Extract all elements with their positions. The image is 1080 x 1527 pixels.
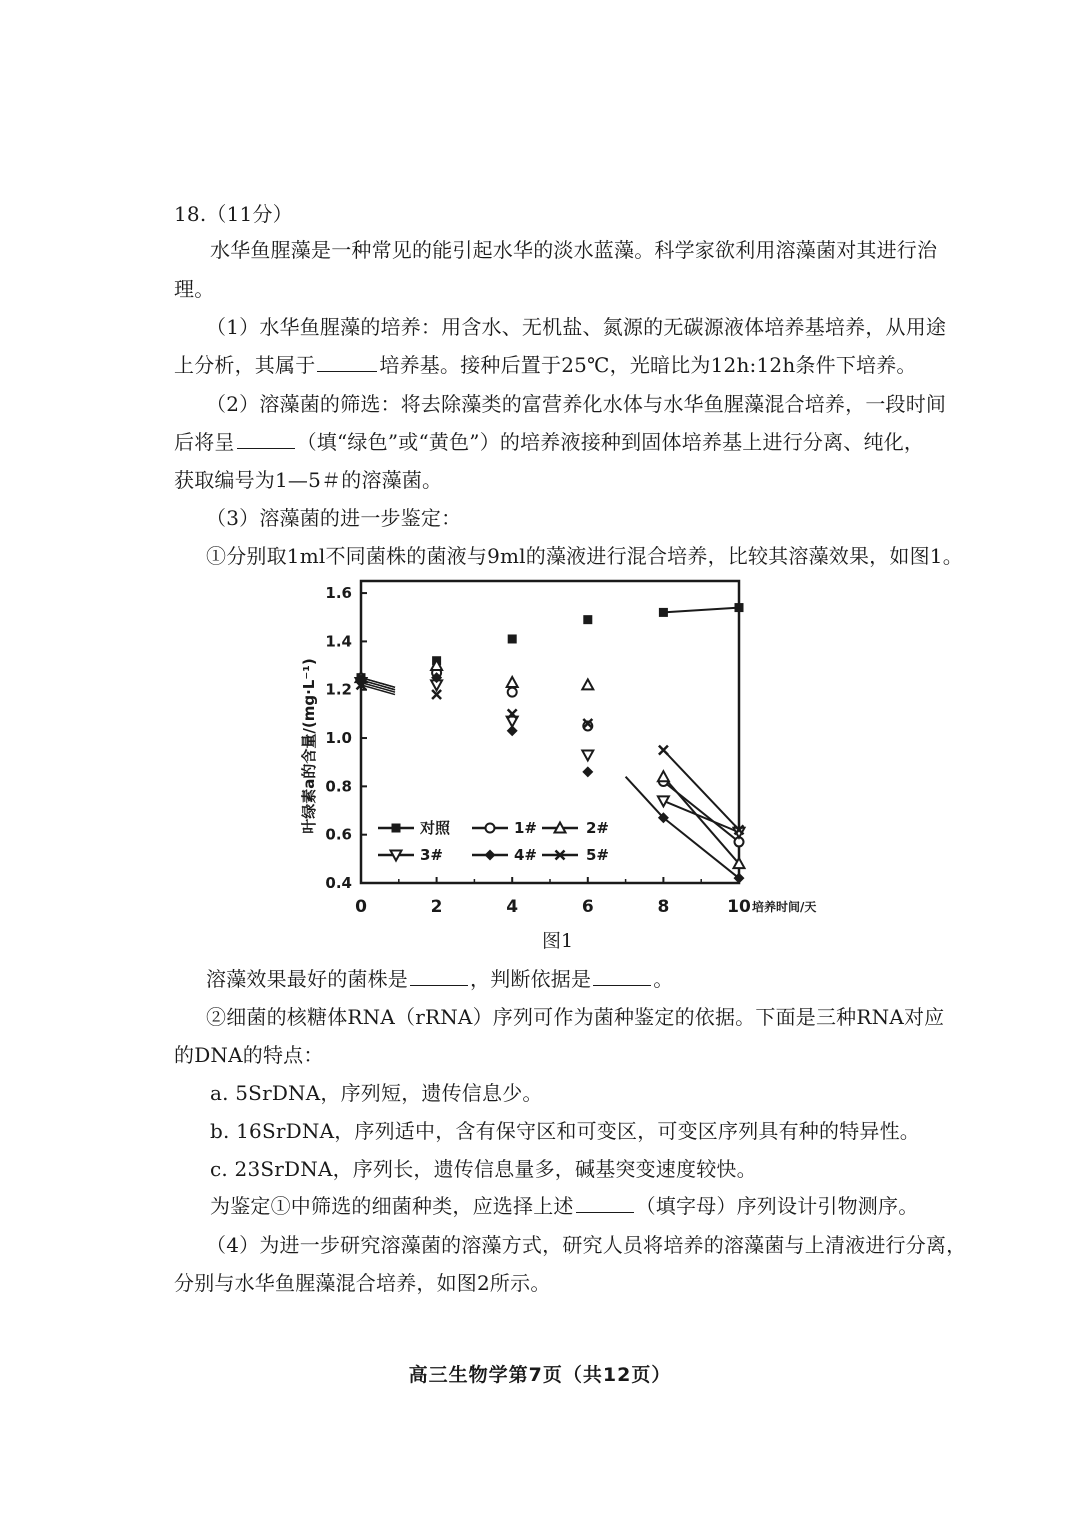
part1-text-after-blank: 培养基。接种后置于25℃，光暗比为12h:12h条件下培养。: [379, 353, 917, 377]
answer-blank-5[interactable]: [576, 1194, 634, 1213]
plot-frame: [361, 581, 739, 883]
series-control-point: [583, 615, 592, 624]
part2-text-before-blank: 后将呈: [174, 430, 235, 454]
series-4-point: [507, 725, 518, 736]
best-strain-text-2: ，判断依据是: [470, 967, 592, 991]
legend-item-1-label: 1#: [514, 819, 538, 837]
part3-item-2-line-2: 的DNA的特点：: [174, 1043, 324, 1067]
part4-line-1: （4）为进一步研究溶藻菌的溶藻方式，研究人员将培养的溶藻菌与上清液进行分离，: [206, 1233, 967, 1257]
option-b: b. 16SrDNA，序列适中，含有保守区和可变区，可变区序列具有种的特异性。: [210, 1119, 921, 1143]
y-tick-label: 0.8: [325, 777, 352, 796]
part1-line-1: （1）水华鱼腥藻的培养：用含水、无机盐、氮源的无碳源液体培养基培养，从用途: [206, 315, 947, 339]
series-control-point: [508, 634, 517, 643]
legend-item-2-marker: [555, 823, 566, 833]
series-2-point: [507, 677, 518, 687]
x-tick-label: 10: [727, 897, 751, 917]
series-3-point: [658, 796, 669, 806]
y-tick-label: 0.4: [325, 874, 352, 892]
chart-legend: [378, 819, 609, 864]
series-2-point: [658, 771, 669, 781]
series-4-point: [582, 766, 593, 777]
part3-item-3: [210, 1193, 918, 1219]
series-5-point: [659, 746, 668, 755]
legend-item-control-label: 对照: [420, 819, 451, 837]
option-a: a. 5SrDNA，序列短，遗传信息少。: [210, 1081, 543, 1105]
series-control-point: [659, 608, 668, 617]
best-strain-text-3: 。: [653, 967, 674, 991]
y-tick-label: 1.6: [325, 584, 352, 603]
part2-line-2: [174, 429, 924, 455]
legend-item-2-label: 2#: [586, 819, 610, 837]
series-3-point: [582, 750, 593, 760]
y-tick-label: 1.2: [325, 680, 352, 699]
best-strain-text-1: 溶藻效果最好的菌株是: [206, 967, 408, 991]
chart-series-lines: [361, 608, 739, 879]
x-tick-label: 6: [581, 897, 594, 917]
chart-ticks: [325, 584, 751, 917]
y-tick-label: 1.4: [325, 632, 352, 651]
legend-item-4-label: 4#: [514, 846, 538, 864]
part2-line-3: 获取编号为1—5＃的溶藻菌。: [174, 468, 443, 492]
series-1-point: [508, 688, 517, 697]
part2-line-1: （2）溶藻菌的筛选：将去除藻类的富营养化水体与水华鱼腥藻混合培养，一段时间: [206, 392, 947, 416]
legend-item-1-marker: [486, 824, 495, 833]
option-c: c. 23SrDNA，序列长，遗传信息量多，碱基突变速度较快。: [210, 1157, 757, 1181]
intro-line-2: 理。: [174, 277, 215, 301]
intro-line-1: 水华鱼腥藻是一种常见的能引起水华的淡水蓝藻。科学家欲利用溶藻菌对其进行治: [210, 238, 938, 262]
x-axis-label: 培养时间/天: [752, 900, 817, 914]
answer-blank-3[interactable]: [410, 967, 468, 986]
series-control-line-end: [663, 608, 739, 613]
question-number: 18.（11分）: [174, 202, 293, 226]
chart-series-markers: [356, 603, 745, 884]
part3-item-3-text-2: （填字母）序列设计引物测序。: [635, 1194, 919, 1218]
y-axis-label: 叶绿素a的含量/(mg·L⁻¹): [300, 658, 318, 834]
chart-axes: [361, 581, 739, 883]
x-tick-label: 2: [430, 897, 443, 917]
x-tick-label: 0: [355, 897, 367, 917]
part2-text-after-blank: （填“绿色”或“黄色”）的培养液接种到固体培养基上进行分离、纯化，: [296, 430, 925, 454]
part3-item-1: ①分别取1ml不同菌株的菌液与9ml的藻液进行混合培养，比较其溶藻效果，如图1。: [206, 544, 963, 568]
x-tick-label: 8: [657, 897, 670, 917]
part1-line-2: [174, 352, 917, 378]
figure-1-chart: [290, 578, 850, 923]
answer-blank-1[interactable]: [317, 353, 377, 372]
page-footer: 高三生物学第7页（共12页）: [408, 1364, 672, 1386]
x-tick-label: 4: [506, 897, 519, 917]
answer-blank-4[interactable]: [593, 967, 651, 986]
part3-title: （3）溶藻菌的进一步鉴定：: [206, 506, 462, 530]
legend-item-3-marker: [391, 851, 402, 861]
figure-1-caption: 图1: [542, 930, 574, 952]
series-control-point: [735, 603, 744, 612]
series-2-point: [582, 679, 593, 689]
y-tick-label: 0.6: [325, 825, 352, 844]
y-tick-label: 1.0: [325, 729, 352, 748]
part1-text-before-blank: 上分析，其属于: [174, 353, 316, 377]
legend-item-4-marker: [485, 850, 496, 861]
legend-item-5-label: 5#: [586, 846, 610, 864]
part3-item-3-text-1: 为鉴定①中筛选的细菌种类，应选择上述: [210, 1194, 574, 1218]
part4-line-2: 分别与水华鱼腥藻混合培养，如图2所示。: [174, 1271, 551, 1295]
part3-item-2-line-1: ②细菌的核糖体RNA（rRNA）序列可作为菌种鉴定的依据。下面是三种RNA对应: [206, 1005, 945, 1029]
legend-item-control-marker: [392, 824, 401, 833]
question-best-strain: [206, 966, 673, 992]
legend-item-3-label: 3#: [420, 846, 444, 864]
answer-blank-2[interactable]: [237, 430, 295, 449]
